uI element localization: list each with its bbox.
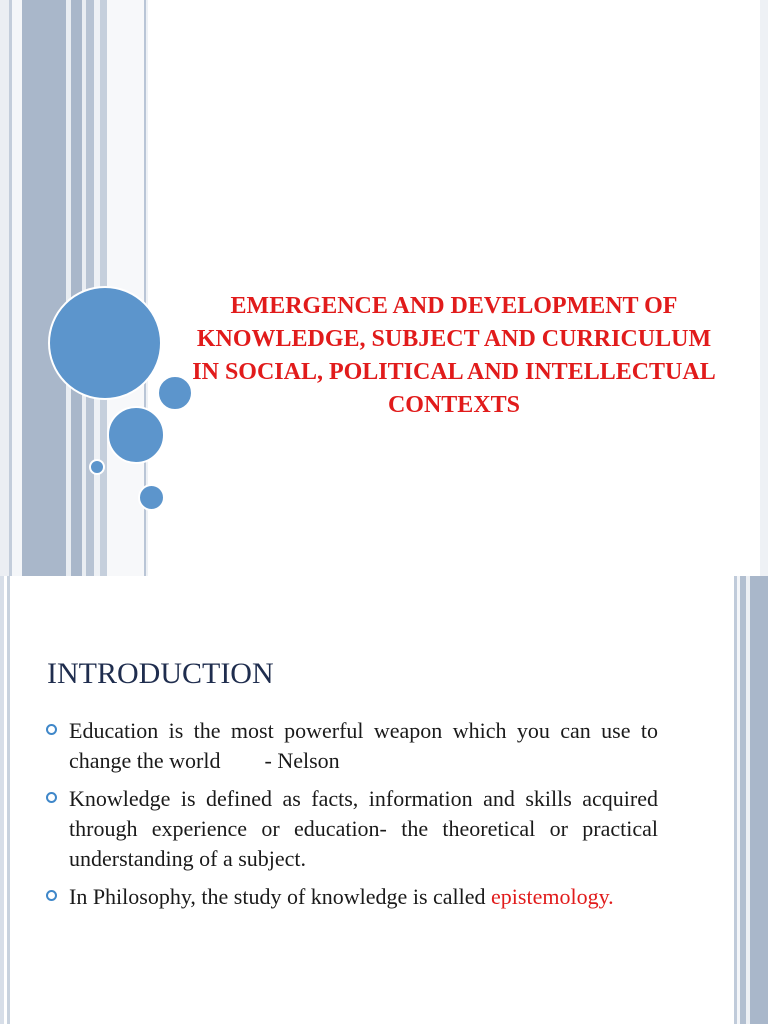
introduction-slide (0, 576, 768, 1024)
bullet-text: In Philosophy, the study of knowledge is called (69, 884, 486, 909)
decor-circle-small (138, 484, 165, 511)
list-item (46, 716, 658, 776)
decor-circle-medium (107, 406, 165, 464)
decor-stripe (22, 0, 66, 576)
decor-stripe (760, 0, 768, 576)
decor-stripe (71, 0, 82, 576)
section-heading: INTRODUCTION (47, 657, 274, 690)
bullet-ring-icon (46, 792, 57, 803)
list-item (46, 784, 658, 874)
list-item (46, 882, 658, 912)
decor-stripe (0, 0, 9, 576)
quote-attribution: - Nelson (264, 748, 340, 773)
decor-circle-tiny (89, 459, 105, 475)
bullet-text: Education is the most powerful weapon which you can use to change the world (69, 718, 658, 773)
bullet-ring-icon (46, 890, 57, 901)
decor-circle-large (48, 286, 162, 400)
decor-stripe (7, 576, 10, 1024)
slide-title: EMERGENCE AND DEVELOPMENT OF KNOWLEDGE, SUBJECT AND CURRICULUM IN SOCIAL, POLITICAL AND INTELLECTUAL CONTEXTS (192, 293, 716, 418)
bullet-text: Knowledge is defined as facts, information and skills acquired through experience or education- the theoretical or practical understanding of a subject. (69, 786, 658, 871)
highlight-term: epistemology. (491, 884, 614, 909)
bullet-list (46, 716, 658, 920)
decor-stripe (12, 0, 22, 576)
bullet-ring-icon (46, 724, 57, 735)
decor-stripe (750, 576, 768, 1024)
